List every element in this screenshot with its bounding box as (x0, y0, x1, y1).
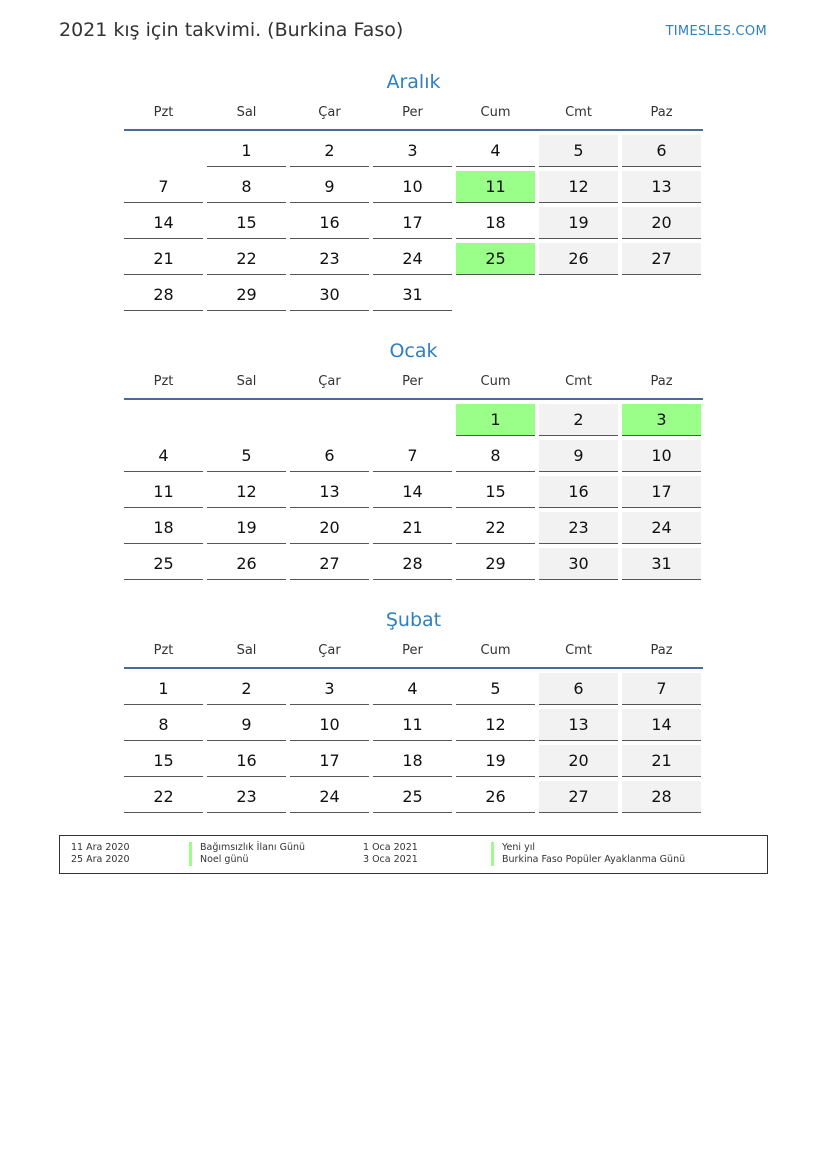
weekday-header (124, 96, 703, 131)
day-cell: 20 (539, 745, 618, 777)
day-cell: 12 (456, 709, 535, 741)
week-row (124, 171, 703, 203)
day-cell: 31 (373, 279, 452, 311)
day-cell: 6 (539, 673, 618, 705)
day-cell: 16 (539, 476, 618, 508)
month-title: Şubat (385, 609, 442, 631)
empty-day-cell (539, 279, 618, 311)
empty-day-cell (207, 404, 286, 436)
day-cell: 14 (373, 476, 452, 508)
weekday-label: Per (402, 374, 423, 389)
week-row (124, 404, 703, 436)
holiday-legend (59, 835, 768, 874)
day-cell: 24 (290, 781, 369, 813)
day-cell: 20 (290, 512, 369, 544)
day-cell: 27 (290, 548, 369, 580)
weekday-label: Pzt (153, 374, 174, 389)
day-cell: 11 (373, 709, 452, 741)
day-cell: 18 (373, 745, 452, 777)
day-cell: 21 (124, 243, 203, 275)
legend-holiday-name: Burkina Faso Popüler Ayaklanma Günü (491, 854, 685, 866)
day-cell: 10 (373, 171, 452, 203)
weekday-label: Per (402, 643, 423, 658)
day-cell: 29 (456, 548, 535, 580)
day-cell: 26 (456, 781, 535, 813)
day-cell: 12 (539, 171, 618, 203)
day-cell: 21 (622, 745, 701, 777)
day-cell: 22 (456, 512, 535, 544)
day-cell: 26 (539, 243, 618, 275)
day-cell: 17 (373, 207, 452, 239)
day-cell: 17 (290, 745, 369, 777)
day-cell: 15 (456, 476, 535, 508)
day-cell: 23 (290, 243, 369, 275)
day-cell: 6 (290, 440, 369, 472)
day-cell: 4 (373, 673, 452, 705)
empty-day-cell (290, 404, 369, 436)
holiday-day-cell: 3 (622, 404, 701, 436)
day-cell: 8 (207, 171, 286, 203)
day-cell: 14 (622, 709, 701, 741)
week-row (124, 207, 703, 239)
day-cell: 5 (539, 135, 618, 167)
month-block (124, 337, 703, 584)
day-cell: 21 (373, 512, 452, 544)
page-title: 2021 kış için takvimi. (Burkina Faso) (59, 19, 404, 41)
day-cell: 10 (290, 709, 369, 741)
legend-date: 11 Ara 2020 (71, 842, 130, 853)
day-cell: 20 (622, 207, 701, 239)
day-cell: 8 (456, 440, 535, 472)
day-cell: 9 (207, 709, 286, 741)
day-cell: 22 (124, 781, 203, 813)
week-row (124, 512, 703, 544)
weekday-label: Cmt (565, 105, 592, 120)
holiday-day-cell: 1 (456, 404, 535, 436)
day-cell: 12 (207, 476, 286, 508)
weekday-label: Çar (318, 643, 341, 658)
day-cell: 7 (622, 673, 701, 705)
day-cell: 6 (622, 135, 701, 167)
empty-day-cell (622, 279, 701, 311)
weekday-label: Pzt (153, 643, 174, 658)
week-row (124, 745, 703, 777)
day-cell: 28 (124, 279, 203, 311)
weekday-label: Cmt (565, 643, 592, 658)
weekday-label: Paz (650, 105, 673, 120)
weekday-label: Sal (236, 374, 257, 389)
week-row (124, 279, 703, 311)
empty-day-cell (373, 404, 452, 436)
day-cell: 17 (622, 476, 701, 508)
legend-date: 3 Oca 2021 (363, 854, 418, 865)
weekday-label: Cmt (565, 374, 592, 389)
day-cell: 3 (290, 673, 369, 705)
day-cell: 13 (290, 476, 369, 508)
day-cell: 23 (539, 512, 618, 544)
day-cell: 28 (373, 548, 452, 580)
day-cell: 5 (207, 440, 286, 472)
month-block (124, 68, 703, 315)
week-row (124, 476, 703, 508)
weekday-header (124, 634, 703, 669)
day-cell: 13 (539, 709, 618, 741)
day-cell: 30 (539, 548, 618, 580)
day-cell: 22 (207, 243, 286, 275)
week-row (124, 781, 703, 813)
legend-holiday-name: Bağımsızlık İlanı Günü (189, 842, 305, 854)
day-cell: 26 (207, 548, 286, 580)
weekday-label: Paz (650, 643, 673, 658)
empty-day-cell (124, 135, 203, 167)
day-cell: 10 (622, 440, 701, 472)
month-block (124, 606, 703, 817)
day-cell: 3 (373, 135, 452, 167)
day-cell: 31 (622, 548, 701, 580)
weekday-label: Çar (318, 105, 341, 120)
day-cell: 9 (290, 171, 369, 203)
day-cell: 29 (207, 279, 286, 311)
legend-date: 25 Ara 2020 (71, 854, 130, 865)
weekday-label: Pzt (153, 105, 174, 120)
day-cell: 4 (124, 440, 203, 472)
day-cell: 25 (373, 781, 452, 813)
day-cell: 15 (124, 745, 203, 777)
day-cell: 2 (207, 673, 286, 705)
day-cell: 7 (373, 440, 452, 472)
weekday-label: Sal (236, 643, 257, 658)
day-cell: 1 (124, 673, 203, 705)
weekday-label: Cum (480, 105, 511, 120)
empty-day-cell (124, 404, 203, 436)
day-cell: 28 (622, 781, 701, 813)
day-cell: 15 (207, 207, 286, 239)
week-row (124, 440, 703, 472)
week-row (124, 135, 703, 167)
day-cell: 24 (373, 243, 452, 275)
day-cell: 7 (124, 171, 203, 203)
day-cell: 19 (456, 745, 535, 777)
weekday-label: Cum (480, 374, 511, 389)
day-cell: 2 (290, 135, 369, 167)
day-cell: 24 (622, 512, 701, 544)
day-cell: 8 (124, 709, 203, 741)
day-cell: 30 (290, 279, 369, 311)
brand-link[interactable]: TIMESLES.COM (665, 24, 767, 39)
day-cell: 13 (622, 171, 701, 203)
empty-day-cell (456, 279, 535, 311)
month-title: Ocak (389, 340, 438, 362)
week-row (124, 709, 703, 741)
weekday-label: Sal (236, 105, 257, 120)
day-cell: 4 (456, 135, 535, 167)
week-row (124, 243, 703, 275)
day-cell: 11 (124, 476, 203, 508)
weekday-header (124, 365, 703, 400)
weekday-label: Çar (318, 374, 341, 389)
legend-date: 1 Oca 2021 (363, 842, 418, 853)
weekday-label: Per (402, 105, 423, 120)
holiday-day-cell: 11 (456, 171, 535, 203)
day-cell: 18 (124, 512, 203, 544)
week-row (124, 548, 703, 580)
day-cell: 27 (539, 781, 618, 813)
day-cell: 18 (456, 207, 535, 239)
week-row (124, 673, 703, 705)
day-cell: 14 (124, 207, 203, 239)
day-cell: 9 (539, 440, 618, 472)
day-cell: 5 (456, 673, 535, 705)
day-cell: 16 (207, 745, 286, 777)
weekday-label: Paz (650, 374, 673, 389)
legend-holiday-name: Noel günü (189, 854, 249, 866)
day-cell: 16 (290, 207, 369, 239)
day-cell: 25 (124, 548, 203, 580)
day-cell: 2 (539, 404, 618, 436)
day-cell: 19 (539, 207, 618, 239)
holiday-day-cell: 25 (456, 243, 535, 275)
legend-holiday-name: Yeni yıl (491, 842, 535, 854)
day-cell: 23 (207, 781, 286, 813)
month-title: Aralık (386, 71, 441, 93)
day-cell: 19 (207, 512, 286, 544)
day-cell: 27 (622, 243, 701, 275)
weekday-label: Cum (480, 643, 511, 658)
day-cell: 1 (207, 135, 286, 167)
